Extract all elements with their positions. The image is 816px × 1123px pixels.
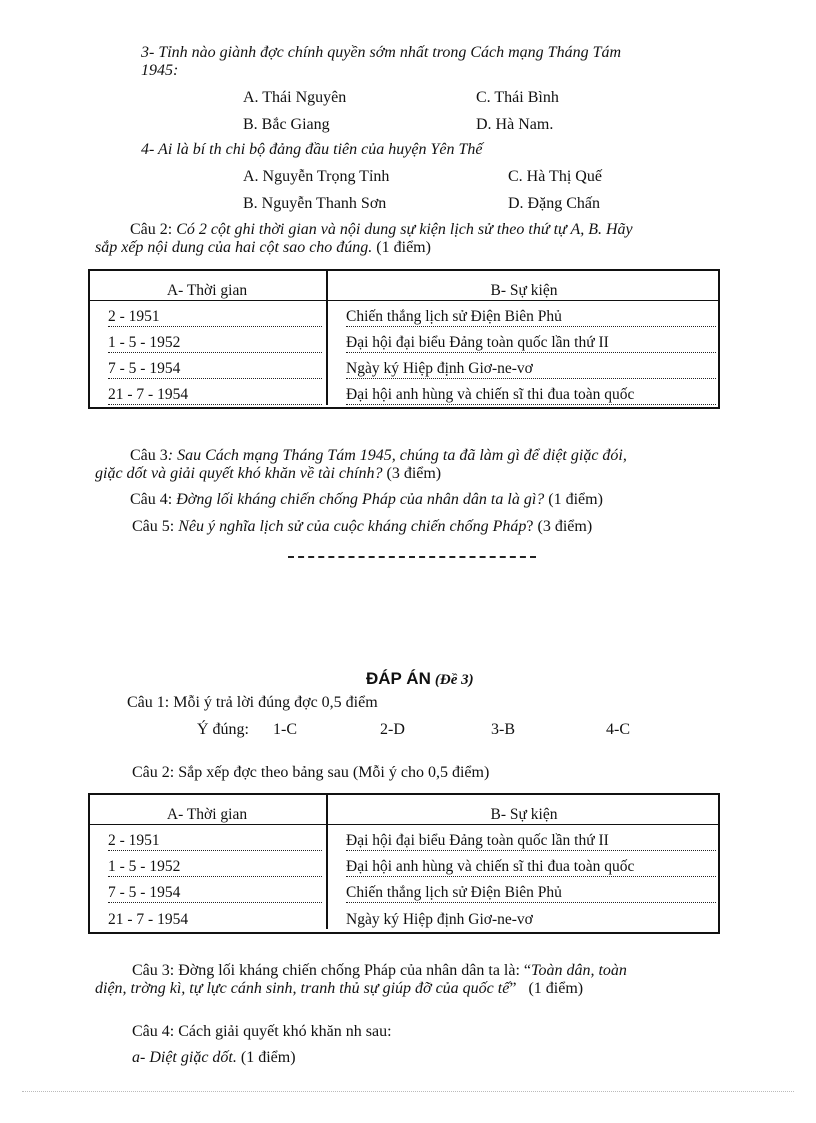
table-row — [88, 877, 720, 903]
q3-option-d: D. Hà Nam. — [476, 116, 554, 133]
table-row — [88, 301, 720, 328]
ans3-close-quote: ” — [509, 980, 517, 997]
ans3-line1 — [132, 962, 627, 980]
table2-header-a: A- Thời gian — [88, 794, 327, 825]
table-row — [88, 327, 720, 353]
ans3-quote-line1: Toàn dân, toàn — [531, 962, 627, 979]
answer-subtitle: (Đề 3) — [434, 672, 474, 688]
answer-cau2-line: Câu 2: Sắp xếp đợc theo bảng sau (Mỗi ý cho 0,5 điểm) — [132, 764, 490, 781]
answer-key-2: 2-D — [380, 721, 405, 738]
table2-event-1: Đại hội đại biểu Đảng toàn quốc lần thứ II — [346, 832, 716, 851]
ans4-sub-a: a- Diệt giặc dốt. — [132, 1049, 237, 1066]
cau2-points: (1 điểm) — [376, 239, 431, 256]
table1-header-b: B- Sự kiện — [327, 270, 720, 301]
table1-event-4: Đại hội anh hùng và chiến sĩ thi đua toàn quốc — [346, 386, 716, 405]
cau2-label: Câu 2: — [130, 221, 173, 238]
answer-key-3: 3-B — [491, 721, 515, 738]
cau5-label: Câu 5: — [132, 518, 175, 535]
cau3-line2 — [95, 465, 441, 483]
cau3-line1 — [130, 447, 627, 465]
page-bottom-border — [22, 1091, 794, 1092]
table2 — [88, 794, 720, 929]
cau3-points: (3 điểm) — [386, 465, 442, 482]
table1-header-row — [88, 270, 720, 301]
cau2-line2 — [95, 239, 431, 257]
q3-option-c: C. Thái Bình — [476, 89, 559, 106]
answer-cau1-line: Câu 1: Mỗi ý trả lời đúng đợc 0,5 điểm — [127, 694, 378, 711]
answer-key-1: 1-C — [273, 721, 297, 738]
table2-time-4: 21 - 7 - 1954 — [108, 911, 189, 928]
table-row — [88, 379, 720, 405]
q4-option-b: B. Nguyễn Thanh Sơn — [243, 195, 387, 212]
q3-option-b: B. Bắc Giang — [243, 116, 330, 133]
cau3-text-line1: : Sau Cách mạng Tháng Tám 1945, chúng ta đã làm gì để diệt giặc đói, — [167, 447, 627, 464]
table1-header-a: A- Thời gian — [88, 270, 327, 301]
ans3-quote-line2: diện, trờng kì, tự lực cánh sinh, tranh thủ sự giúp đỡ của quốc tế — [95, 980, 510, 997]
table2-event-2: Đại hội anh hùng và chiến sĩ thi đua toàn quốc — [346, 858, 716, 877]
ans4-line: Câu 4: Cách giải quyết khó khăn nh sau: — [132, 1023, 392, 1040]
ans3-prefix: Câu 3: Đờng lối kháng chiến chống Pháp của nhân dân ta là: “ — [132, 962, 532, 979]
table2-time-1: 2 - 1951 — [108, 832, 322, 851]
cau3-text-line2: giặc dốt và giải quyết khó khăn về tài chính? — [95, 465, 383, 482]
cau5-line — [132, 518, 592, 536]
table1-time-1: 2 - 1951 — [108, 308, 322, 327]
table-row — [88, 903, 720, 929]
table1 — [88, 270, 720, 405]
table1-event-2: Đại hội đại biểu Đảng toàn quốc lần thứ II — [346, 334, 716, 353]
table2-time-2: 1 - 5 - 1952 — [108, 858, 322, 877]
cau2-line1 — [130, 221, 633, 239]
answer-correct-label: Ý đúng: — [197, 721, 249, 738]
cau2-text-line2: sắp xếp nội dung của hai cột sao cho đúng. — [95, 239, 373, 256]
q4-option-c: C. Hà Thị Quế — [508, 168, 602, 185]
cau4-points: (1 điểm) — [548, 491, 603, 508]
cau4-line — [130, 491, 603, 509]
table2-time-3: 7 - 5 - 1954 — [108, 884, 322, 903]
q4-option-a: A. Nguyễn Trọng Tỉnh — [243, 168, 390, 185]
ans3-line2 — [95, 980, 583, 998]
ans3-points: (1 điểm) — [528, 980, 584, 997]
answer-heading — [366, 669, 474, 689]
table2-header-b: B- Sự kiện — [327, 794, 720, 825]
table1-time-4: 21 - 7 - 1954 — [108, 386, 322, 405]
q3-prompt-line2: 1945: — [141, 62, 179, 79]
cau4-text: Đờng lối kháng chiến chống Pháp của nhân dân ta là gì? — [176, 491, 545, 508]
cau3-label: Câu 3 — [130, 447, 168, 464]
answer-title: ĐÁP ÁN — [366, 669, 431, 688]
table2-header-row — [88, 794, 720, 825]
cau2-text-line1: Có 2 cột ghi thời gian và nội dung sự kiện lịch sử theo thứ tự A, B. Hãy — [176, 221, 633, 238]
table-row — [88, 353, 720, 379]
ans4-sub-a-line — [132, 1049, 296, 1067]
q3-prompt-line1: 3- Tỉnh nào giành đợc chính quyền sớm nhất trong Cách mạng Tháng Tám — [141, 44, 622, 61]
table1-time-2: 1 - 5 - 1952 — [108, 334, 322, 353]
cau5-text: Nêu ý nghĩa lịch sử của cuộc kháng chiến chống Pháp — [178, 518, 527, 535]
table2-event-3: Chiến thắng lịch sử Điện Biên Phủ — [346, 884, 716, 903]
cau4-label: Câu 4: — [130, 491, 173, 508]
table-row — [88, 851, 720, 877]
table-row — [88, 825, 720, 852]
cau5-points: ? (3 điểm) — [526, 518, 593, 535]
table1-event-1: Chiến thắng lịch sử Điện Biên Phủ — [346, 308, 716, 327]
table1-event-3: Ngày ký Hiệp định Giơ-ne-vơ — [346, 360, 716, 379]
q3-option-a: A. Thái Nguyên — [243, 89, 347, 106]
section-separator — [288, 556, 536, 558]
q4-option-d: D. Đặng Chấn — [508, 195, 600, 212]
answer-key-4: 4-C — [606, 721, 630, 738]
q4-prompt: 4- Ai là bí th chi bộ đảng đầu tiên của huyện Yên Thế — [141, 141, 483, 158]
table2-event-4: Ngày ký Hiệp định Giơ-ne-vơ — [346, 911, 533, 928]
table1-time-3: 7 - 5 - 1954 — [108, 360, 322, 379]
ans4-sub-a-points: (1 điểm) — [240, 1049, 296, 1066]
